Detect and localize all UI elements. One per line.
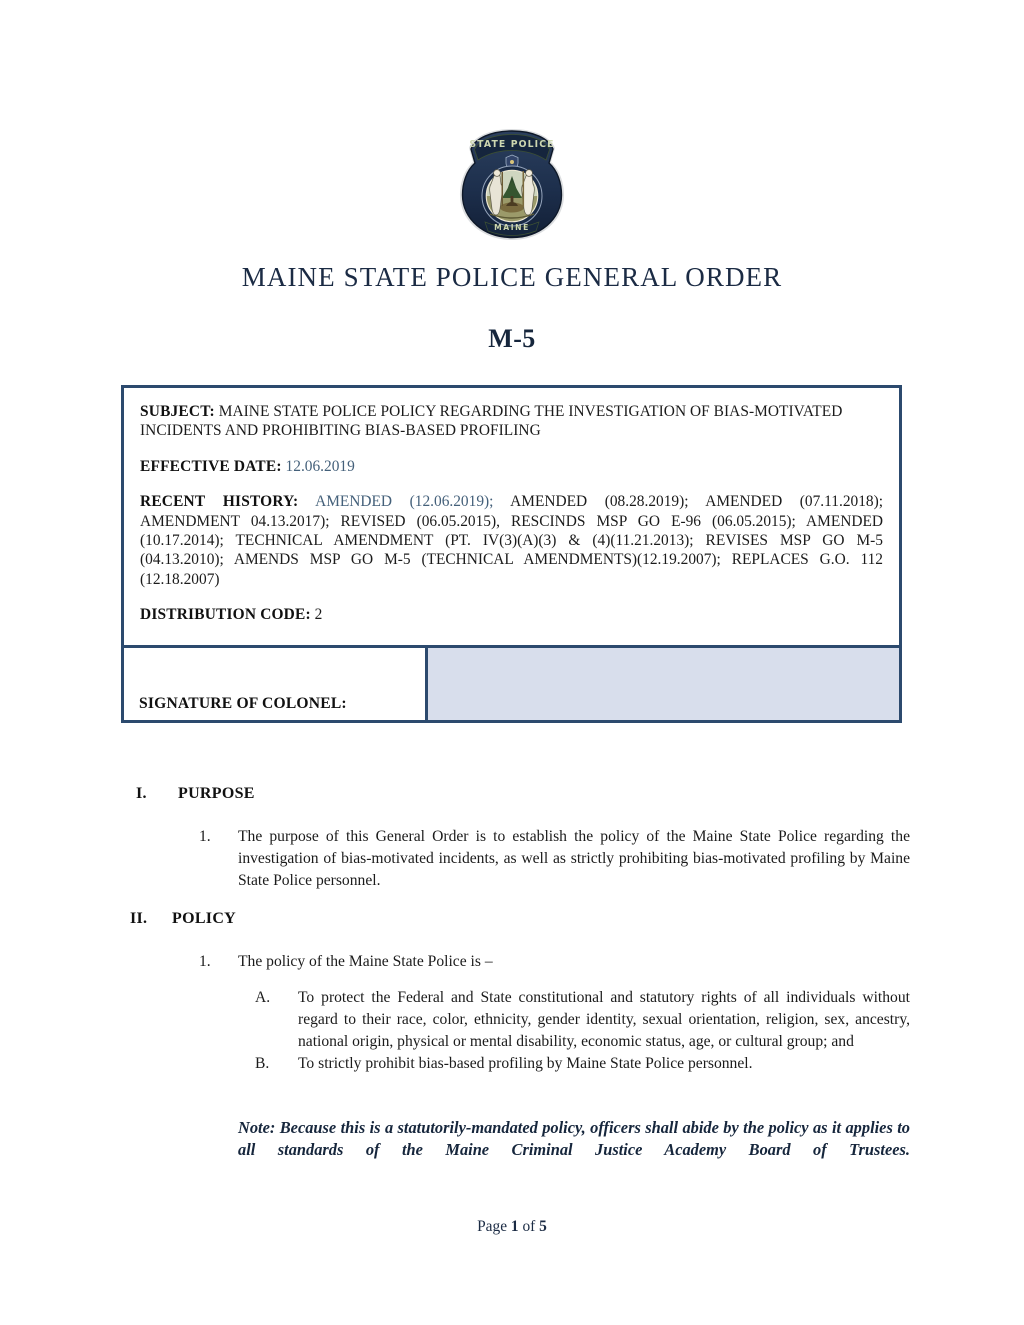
policy-item-1-marker: 1.	[199, 953, 211, 970]
emblem-container	[0, 126, 1024, 249]
order-header-fields	[124, 388, 899, 645]
page-footer	[0, 1218, 1024, 1236]
svg-text:STATE POLICE: STATE POLICE	[469, 139, 555, 150]
distribution-code-value: 2	[314, 606, 323, 624]
policy-sub-item-a	[255, 987, 910, 1053]
footer-prefix: Page	[477, 1218, 508, 1235]
policy-item-1	[199, 951, 910, 973]
recent-history-value: AMENDED (08.28.2019); AMENDED (07.11.2018); AMENDMENT 04.13.2017); REVISED (06.05.2015), RESCINDS MSP GO E-96 (06.05.2015); AMENDED (10.17.2014); TECHNICAL AMENDMENT (PT. IV(3)(A)(3) & (4)(11.21.2013); REVISES MSP GO M-5 (04.13.2010); AMENDS MSP GO M-5 (TECHNICAL AMENDMENTS)(12.19.2007); REPLACES G.O. 112 (12.18.2007)	[140, 493, 883, 588]
recent-history-label: RECENT HISTORY:	[140, 493, 299, 511]
policy-item-1-text: The policy of the Maine State Police is –	[238, 953, 493, 970]
section-title-purpose: PURPOSE	[178, 785, 255, 802]
signature-label: SIGNATURE OF COLONEL:	[139, 694, 347, 712]
signature-label-cell	[124, 648, 428, 720]
order-number: M-5	[488, 324, 536, 353]
signature-field[interactable]	[428, 648, 899, 720]
order-header-box	[121, 385, 902, 723]
footer-total-pages: 5	[539, 1218, 547, 1235]
section-numeral-ii: II.	[130, 910, 148, 927]
subject-value: MAINE STATE POLICE POLICY REGARDING THE INVESTIGATION OF BIAS-MOTIVATED INCIDENTS AND PROHIBITING BIAS-BASED PROFILING	[140, 403, 843, 440]
policy-sub-item-b-text: To strictly prohibit bias-based profiling by Maine State Police personnel.	[298, 1055, 753, 1073]
effective-date-label: EFFECTIVE DATE:	[140, 457, 282, 475]
section-title-policy: POLICY	[172, 910, 237, 927]
distribution-code-label: DISTRIBUTION CODE:	[140, 606, 311, 624]
policy-sub-items	[255, 987, 910, 1076]
purpose-item-1-marker: 1.	[199, 828, 211, 845]
effective-date-field	[140, 457, 883, 476]
policy-sub-item-a-marker: A.	[255, 989, 271, 1006]
recent-history-highlight: AMENDED (12.06.2019);	[315, 493, 494, 511]
subject-label: SUBJECT:	[140, 403, 215, 420]
purpose-item-1-text: The purpose of this General Order is to establish the policy of the Maine State Police regarding the investigation of bias-motivated incidents, as well as strictly prohibiting bias-motivated profiling by Maine State Police personnel.	[238, 828, 910, 890]
recent-history-field	[140, 492, 883, 589]
policy-sub-item-b-marker: B.	[255, 1055, 270, 1073]
section-numeral-i: I.	[136, 785, 147, 802]
subject-field	[140, 402, 883, 441]
policy-note: Note: Because this is a statutorily-mandated policy, officers shall abide by the policy as it applies to all standards of the Maine Criminal Justice Academy Board of Trustees.	[238, 1118, 910, 1160]
policy-sub-item-a-text: To protect the Federal and State constitutional and statutory rights of all individuals without regard to their race, color, ethnicity, gender identity, sexual orientation, religion, sex, ancestry, national origin, physical or mental disability, economic status, age, or cultural group; and	[298, 989, 910, 1051]
signature-row	[124, 645, 899, 720]
purpose-item-1	[199, 826, 910, 892]
policy-sub-item-b	[255, 1053, 910, 1075]
effective-date-value: 12.06.2019	[285, 457, 355, 475]
page-title: MAINE STATE POLICE GENERAL ORDER	[241, 262, 783, 292]
svg-text:MAINE: MAINE	[494, 223, 530, 232]
footer-current-page: 1	[510, 1218, 519, 1235]
footer-middle: of	[522, 1218, 536, 1235]
distribution-code-field	[140, 605, 883, 624]
maine-state-police-badge-icon	[456, 126, 568, 244]
